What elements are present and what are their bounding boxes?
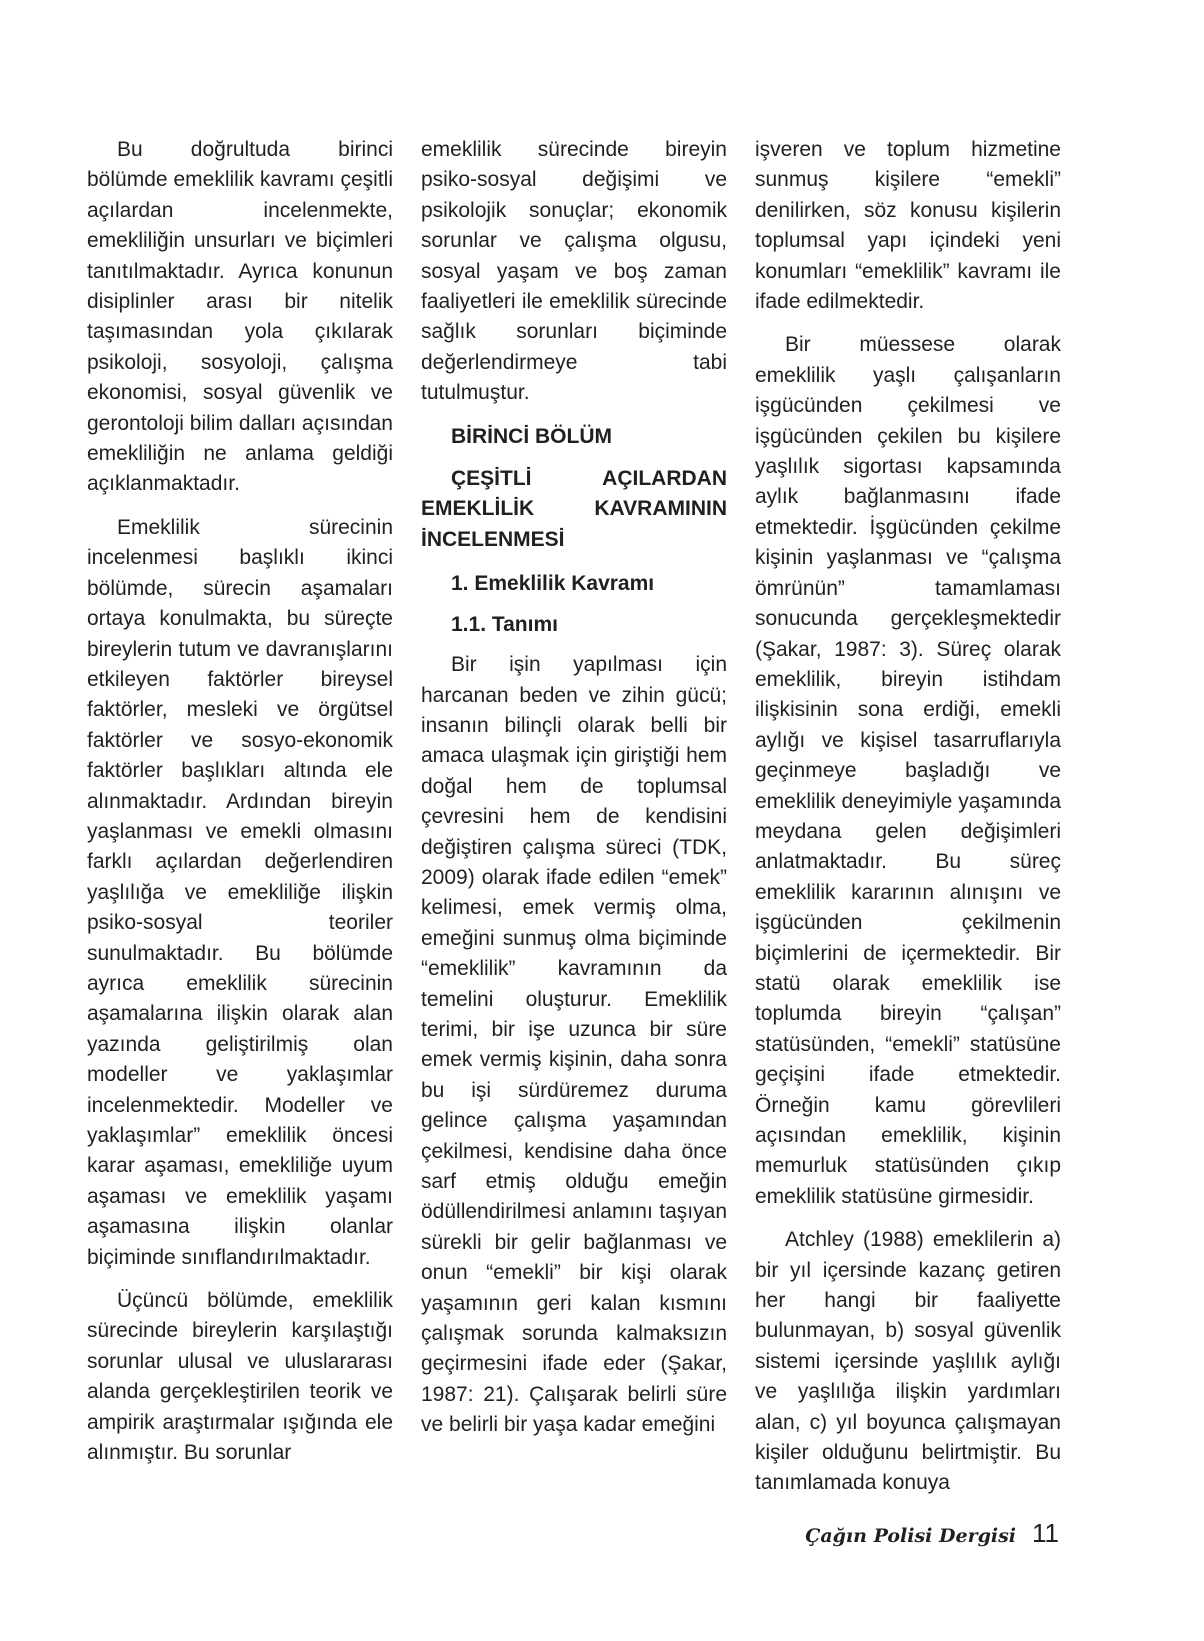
paragraph: Atchley (1988) emeklilerin a) bir yıl içersinde kazanç getiren her hangi bir faaliyette bulunmayan, b) sosyal güvenlik sistemi içersinde yaşlılık aylığı ve yaşlılığa ilişkin yardımları alan, c) yıl boyunca çalışmayan kişiler olduğunu belirtmiştir. Bu tanımlamada konuya (755, 1228, 1061, 1495)
text-column-2 (421, 135, 727, 1454)
paragraph: Bir işin yapılması için harcanan beden ve zihin gücü; insanın bilinçli olarak belli bir amaca ulaşmak için giriştiği hem doğal hem de toplumsal çevresini hem de kendisini değiştiren çalışma süreci (TDK, 2009) olarak ifade edilen “emek” kelimesi, emek vermiş olma, emeğini sunmuş olma biçiminde “emeklilik” kavramının da temelini oluşturur. Emeklilik terimi, bir işe uzunca bir süre emek vermiş kişinin, daha sonra bu işi sürdüremez duruma gelince çalışma yaşamından çekilmesi, kendisine daha önce sarf etmiş olduğu emeğin ödüllendirilmesi anlamını taşıyan sürekli bir gelir bağlanması ve onun “emekli” bir kişi olarak yaşamının geri kalan kısmını çalışmak sorunda kalmaksızın geçirmesini ifade eder (Şakar, 1987: 21). Çalışarak belirli süre ve belirli bir yaşa kadar emeğini (421, 653, 727, 1437)
text-column-1 (87, 135, 393, 1481)
subsection-heading: 1.1. Tanımı (451, 612, 558, 636)
page-footer (805, 1518, 1059, 1549)
paragraph: Bir müessese olarak emeklilik yaşlı çalışanların işgücünden çekilmesi ve işgücünden çekilen bu kişilere yaşlılık sigortası kapsamında aylık bağlanmasını ifade etmektedir. İşgücünden çekilme kişinin yaşlanması ve “çalışma ömrünün” tamamlaması sonucunda gerçekleşmektedir (Şakar, 1987: 3). Süreç olarak emeklilik, bireyin istihdam ilişkisinin sona erdiği, emekli aylığı ve kişisel tasarruflarıyla geçinmeye başladığı ve emeklilik deneyimiyle yaşamında meydana gelen değişimleri anlatmaktadır. Bu süreç emeklilik kararının alınışını ve işgücünden çekilmenin biçimlerini de içermektedir. Bir statü olarak emeklilik ise toplumda bireyin “çalışan” statüsünden, “emekli” statüsüne geçişini ifade etmektedir. Örneğin kamu görevlileri açısından emeklilik, kişinin memurluk statüsünden çıkıp emeklilik statüsüne girmesidir. (755, 333, 1061, 1208)
paragraph: işveren ve toplum hizmetine sunmuş kişilere “emekli” denilirken, söz konusu kişilerin toplumsal yapı içindeki yeni konumları “emeklilik” kavramı ile ifade edilmektedir. (755, 138, 1061, 314)
journal-name: Çağın Polisi Dergisi (805, 1525, 1016, 1547)
text-column-3 (755, 135, 1061, 1512)
paragraph: emeklilik sürecinde bireyin psiko-sosyal değişimi ve psikolojik sonuçlar; ekonomik sorunlar ve çalışma olgusu, sosyal yaşam ve boş zaman faaliyetleri ile emeklilik sürecinde sağlık sorunları biçiminde değerlendirmeye tabi tutulmuştur. (421, 138, 727, 405)
chapter-heading: BİRİNCİ BÖLÜM (451, 424, 612, 448)
page-number: 11 (1032, 1518, 1059, 1548)
paragraph: Emeklilik sürecinin incelenmesi başlıklı ikinci bölümde, sürecin aşamaları ortaya konulmakta, bu süreçte bireylerin tutum ve davranışlarını etkileyen faktörler bireysel faktörler, mesleki ve örgütsel faktörler ve sosyo-ekonomik faktörler başlıkları altında ele alınmaktadır. Ardından bireyin yaşlanması ve emekli olmasını farklı açılardan değerlendiren yaşlılığa ve emekliliğe ilişkin psiko-sosyal teoriler sunulmaktadır. Bu bölümde ayrıca emeklilik sürecinin aşamalarına ilişkin olarak alan yazında geliştirilmiş olan modeller ve yaklaşımlar incelenmektedir. Modeller ve yaklaşımlar” emeklilik öncesi karar aşaması, emekliliğe uyum aşaması ve emeklilik yaşamı aşamasına ilişkin olanlar biçiminde sınıflandırılmaktadır. (87, 515, 393, 1269)
paragraph: Üçüncü bölümde, emeklilik sürecinde bireylerin karşılaştığı sorunlar ulusal ve uluslararası alanda gerçekleştirilen teorik ve ampirik araştırmalar ışığında ele alınmıştır. Bu sorunlar (87, 1289, 393, 1465)
paragraph: Bu doğrultuda birinci bölümde emeklilik kavramı çeşitli açılardan incelenmekte, emekliliğin unsurları ve biçimleri tanıtılmaktadır. Ayrıca konunun disiplinler arası bir nitelik taşımasından yola çıkılarak psikoloji, sosyoloji, çalışma ekonomisi, sosyal güvenlik ve gerontoloji bilim dalları açısından emekliliğin ne anlama geldiği açıklanmaktadır. (87, 138, 393, 496)
chapter-title: ÇEŞİTLİ AÇILARDAN EMEKLİLİK KAVRAMININ İNCELENMESİ (421, 467, 727, 551)
section-heading: 1. Emeklilik Kavramı (451, 572, 655, 596)
